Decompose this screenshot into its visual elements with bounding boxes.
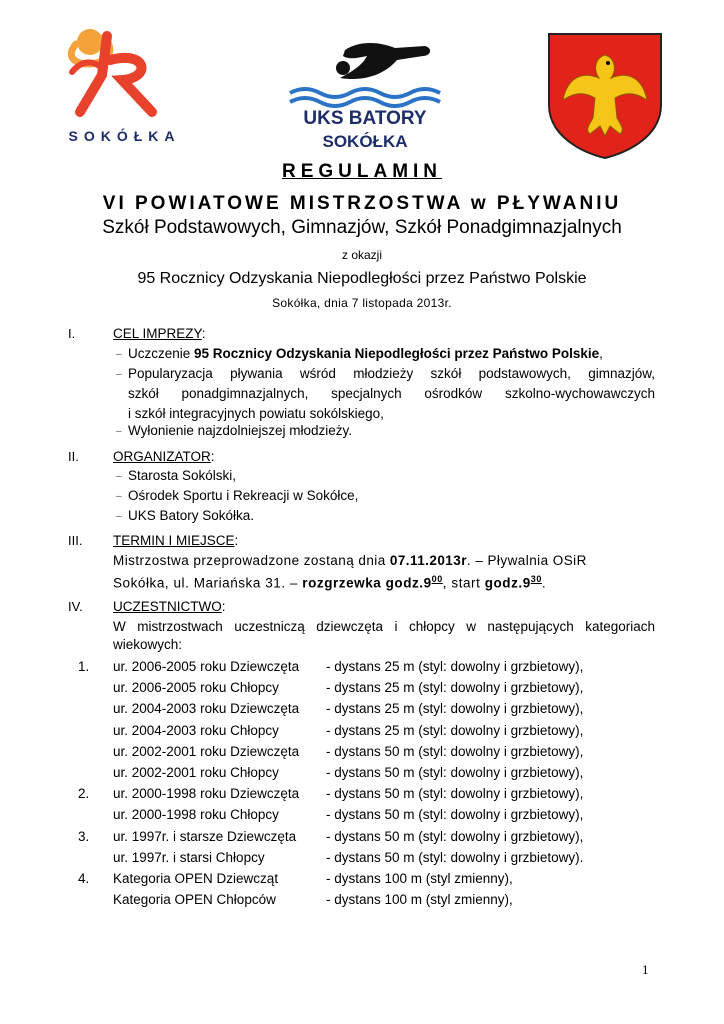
- category-name: ur. 1997r. i starsi Chłopcy: [113, 849, 265, 865]
- section-1-bullet-2-line-3: i szkół integracyjnych powiatu sokólskiego,: [128, 406, 384, 421]
- document-title: REGULAMIN: [281, 161, 443, 182]
- category-name: ur. 2002-2001 roku Dziewczęta: [113, 743, 300, 759]
- section-1-number: I.: [68, 326, 76, 341]
- section-2-bullet-3: UKS Batory Sokółka.: [128, 508, 255, 523]
- category-number: 2.: [78, 786, 90, 802]
- category-name: Kategoria OPEN Dziewcząt: [113, 871, 279, 886]
- section-4-title: UCZESTNICTWO:: [113, 599, 226, 614]
- bullet-marker: –: [116, 349, 122, 360]
- bullet-marker: –: [116, 369, 122, 380]
- coat-of-arms: [545, 30, 665, 160]
- category-name: Kategoria OPEN Chłopców: [113, 892, 276, 908]
- logo-left-text: SOKÓŁKA: [68, 128, 181, 144]
- place-date: Sokółka, dnia 7 listopada 2013r.: [272, 296, 452, 310]
- section-1-bullet-1: Uczczenie 95 Rocznicy Odzyskania Niepodległości przez Państwo Polskie,: [128, 346, 603, 361]
- category-number: 3.: [78, 828, 90, 844]
- section-1-title: CEL IMPREZY:: [113, 326, 206, 341]
- section-1-bullet-2-line-1: Popularyzacja pływania wśród młodzieży szkół podstawowych, gimnazjów,: [128, 366, 655, 381]
- anniversary-line: 95 Rocznicy Odzyskania Niepodległości przez Państwo Polskie: [137, 270, 587, 287]
- section-4-intro-line-2: wiekowych:: [113, 637, 183, 652]
- section-2-number: II.: [68, 449, 79, 464]
- section-3-line-1: Mistrzostwa przeprowadzone zostaną dnia 07.11.2013r. – Pływalnia OSiR: [113, 553, 587, 568]
- section-2-title: ORGANIZATOR:: [113, 449, 215, 464]
- category-distance: - dystans 25 m (styl: dowolny i grzbietowy),: [326, 659, 584, 674]
- section-1-bullet-2-line-2: szkół ponadgimnazjalnych, specjalnych ośrodków szkolno-wychowawczych: [128, 386, 655, 401]
- category-name: ur. 2000-1998 roku Dziewczęta: [113, 786, 300, 802]
- category-distance: - dystans 50 m (styl: dowolny i grzbietowy),: [326, 828, 584, 844]
- bullet-marker: –: [116, 426, 122, 437]
- section-1-bullet-3: Wyłonienie najzdolniejszej młodzieży.: [128, 423, 352, 438]
- schools-line: Szkół Podstawowych, Gimnazjów, Szkół Ponadgimnazjalnych: [102, 217, 622, 238]
- category-distance: - dystans 100 m (styl zmienny),: [326, 871, 513, 886]
- category-distance: - dystans 25 m (styl: dowolny i grzbietowy),: [326, 680, 584, 696]
- bullet-marker: –: [116, 471, 122, 482]
- category-number: 1.: [78, 659, 90, 674]
- logo-mid-line2: SOKÓŁKA: [322, 132, 408, 151]
- category-distance: - dystans 25 m (styl: dowolny i grzbietowy),: [326, 722, 584, 738]
- category-name: ur. 2002-2001 roku Chłopcy: [113, 765, 279, 780]
- category-distance: - dystans 100 m (styl zmienny),: [326, 892, 513, 908]
- section-3-line-2: Sokółka, ul. Mariańska 31. – rozgrzewka $godz.9^{00}$, start $godz.9^{30}$.: [113, 574, 547, 591]
- section-3-number: III.: [68, 533, 83, 548]
- section-2-bullet-2: Ośrodek Sportu i Rekreacji w Sokółce,: [128, 488, 359, 503]
- event-title: VI POWIATOWE MISTRZOSTWA w PŁYWANIU: [102, 193, 622, 214]
- category-distance: - dystans 50 m (styl: dowolny i grzbietowy),: [326, 807, 584, 823]
- category-distance: - dystans 50 m (styl: dowolny i grzbietowy).: [326, 849, 584, 865]
- category-name: ur. 2000-1998 roku Chłopcy: [113, 807, 279, 823]
- uks-batory-logo: [285, 38, 445, 168]
- category-distance: - dystans 50 m (styl: dowolny i grzbietowy),: [326, 786, 584, 802]
- section-3-title: TERMIN I MIEJSCE:: [113, 533, 239, 548]
- category-name: ur. 2004-2003 roku Dziewczęta: [113, 701, 300, 717]
- category-distance: - dystans 50 m (styl: dowolny i grzbietowy),: [326, 765, 584, 780]
- category-distance: - dystans 50 m (styl: dowolny i grzbietowy),: [326, 743, 584, 759]
- section-4-number: IV.: [68, 599, 83, 614]
- section-4-intro-line-1: W mistrzostwach uczestniczą dziewczęta i chłopcy w następujących kategoriach: [113, 619, 655, 634]
- page-number: 1: [642, 962, 649, 977]
- sokolka-city-logo: [52, 20, 197, 155]
- category-name: ur. 2006-2005 roku Dziewczęta: [113, 659, 300, 674]
- category-distance: - dystans 25 m (styl: dowolny i grzbietowy),: [326, 701, 584, 717]
- bullet-marker: –: [116, 511, 122, 522]
- category-name: ur. 2004-2003 roku Chłopcy: [113, 722, 279, 738]
- category-number: 4.: [78, 871, 90, 886]
- bullet-marker: –: [116, 491, 122, 502]
- section-2-bullet-1: Starosta Sokólski,: [128, 468, 237, 483]
- category-name: ur. 2006-2005 roku Chłopcy: [113, 680, 279, 696]
- occasion-line: z okazji: [341, 248, 382, 262]
- category-name: ur. 1997r. i starsze Dziewczęta: [113, 828, 297, 844]
- logo-mid-line1: UKS BATORY: [303, 108, 427, 129]
